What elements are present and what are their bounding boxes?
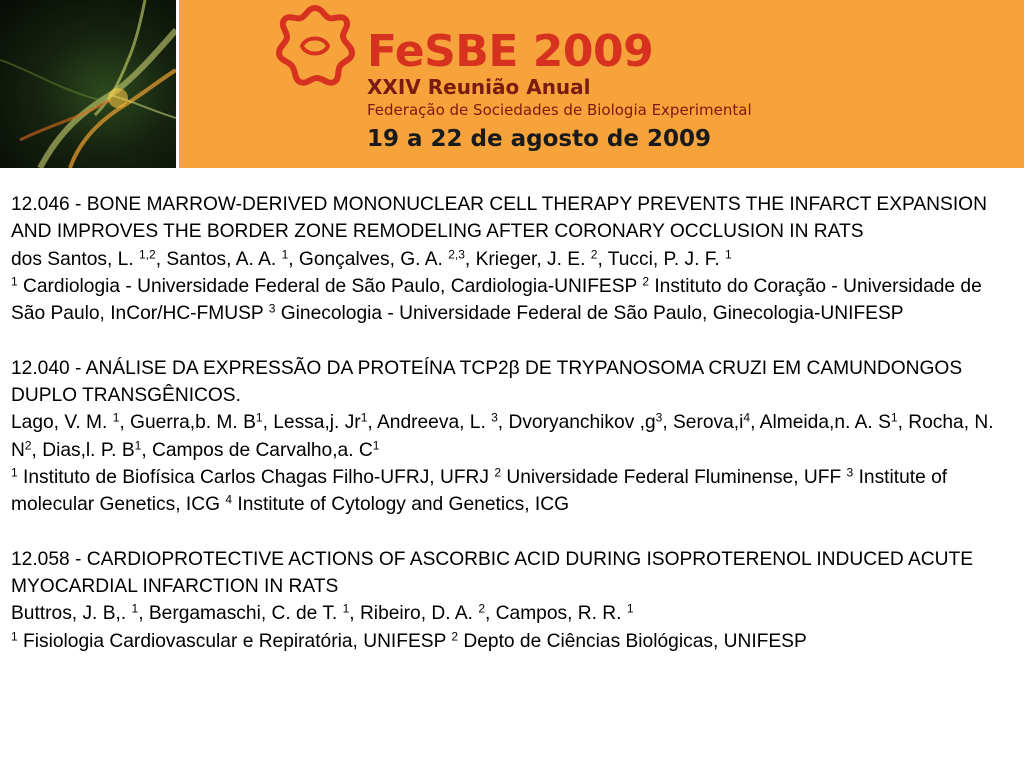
abstract-affiliations: $^1$ Fisiologia Cardiovascular e Repiratória, UNIFESP $^2$ Depto de Ciências Biológicas, UNIFESP (11, 629, 807, 652)
header-photo (0, 0, 176, 168)
event-subtitle: XXIV Reunião Anual (367, 75, 591, 99)
abstract-authors: dos Santos, L. $^{1,2}$, Santos, A. A. $^1$, Gonçalves, G. A. $^{2,3}$, Krieger, J. E. $^2$, Tucci, P. J. F. $^1$ (11, 247, 732, 270)
abstract-authors: Lago, V. M. $^1$, Guerra,b. M. $B^1$, Lessa,j. Jr$^1$, Andreeva, L. $^3$, Dvoryanchikov $,g^3$, $Serova,i^4$, Almeida,n. A. $S^1$, Rocha, N. $N^2$, Dias,l. P. $B^1$, Campos de Carvalho,a. $C^1$ (11, 410, 994, 461)
photo-divider (176, 0, 179, 168)
abstract-list (11, 191, 1014, 682)
abstract-title: 12.046 - BONE MARROW-DERIVED MONONUCLEAR CELL THERAPY PREVENTS THE INFARCT EXPANSION AND IMPROVES THE BORDER ZONE REMODELING AFTER CORONARY OCCLUSION IN RATS (11, 194, 987, 243)
abstract-title: 12.058 - CARDIOPROTECTIVE ACTIONS OF ASCORBIC ACID DURING ISOPROTERENOL INDUCED ACUTE MYOCARDIAL INFARCTION IN RATS (11, 548, 974, 598)
event-title: FeSBE 2009 (367, 26, 654, 77)
abstract-item (11, 355, 1014, 519)
abstract-affiliations: $^1$ Instituto de Biofísica Carlos Chagas Filho-UFRJ, UFRJ $^2$ Universidade Federal Fluminense, UFF $^3$ Institute of molecular Genetics, ICG $^4$ Institute of Cytology and Genetics, ICG (11, 465, 948, 516)
abstract-item (11, 191, 1014, 327)
abstract-affiliations: $^1$ Cardiologia - Universidade Federal de São Paulo, Cardiologia-UNIFESP $^2$ Instituto do Coração - Universidade de São Paulo, InCor/HC-FMUSP $^3$ Ginecologia - Universidade Federal de São Paulo, Ginecologia-UNIFESP (11, 274, 982, 325)
abstract-title: 12.040 - ANÁLISE DA EXPRESSÃO DA PROTEÍNA TCP2β DE TRYPANOSOMA CRUZI EM CAMUNDONGOS DUPLO TRANSGÊNICOS. (11, 357, 963, 407)
event-organization: Federação de Sociedades de Biologia Experimental (367, 101, 752, 119)
fesbe-logo-icon (272, 2, 358, 88)
header-banner (0, 0, 1024, 168)
abstract-item (11, 546, 1014, 655)
abstract-authors: Buttros, J. B,. $^1$, Bergamaschi, C. de T. $^1$, Ribeiro, D. A. $^2$, Campos, R. R. $^1$ (11, 601, 634, 625)
event-date: 19 a 22 de agosto de 2009 (367, 126, 711, 152)
